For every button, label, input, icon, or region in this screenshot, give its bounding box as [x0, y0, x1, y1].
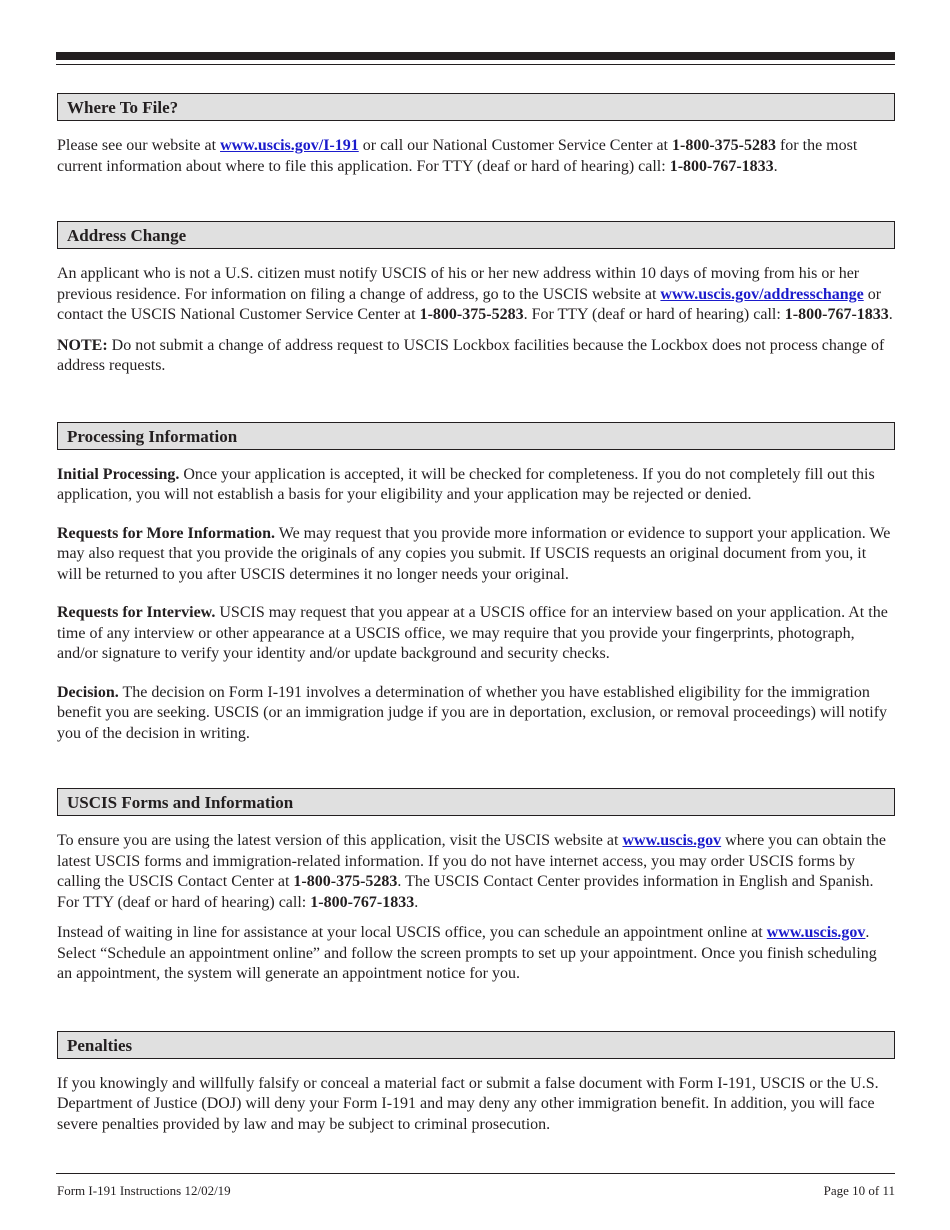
tty-number: 1-800-767-1833: [310, 893, 415, 911]
section-heading-address-change: Address Change: [57, 221, 895, 249]
processing-decision-paragraph: Decision. The decision on Form I-191 involves a determination of whether you have established eligibility for the immigration benefit you are seeking. USCIS (or an immigration judge if you are in deportation, exclusion, or removal proceedings) will notify you of the decision in writing.: [57, 683, 888, 742]
processing-more-info-paragraph: Requests for More Information. We may request that you provide more information or evidence to support your application. We may also request that you provide the originals of any copies you submit. If USCIS requests an original document from you, it will be returned to you after USCIS determines it no longer needs your original.: [57, 524, 891, 583]
address-change-link[interactable]: www.uscis.gov/addresschange: [660, 285, 864, 303]
tty-number: 1-800-767-1833: [784, 306, 889, 323]
address-change-paragraph: An applicant who is not a U.S. citizen must notify USCIS of his or her new address within 10 days of moving from his or her previous residence. For information on filing a change of address, go to the USCIS website at www.uscis.gov/addresschange or contact the USCIS National Customer Service Center at 1-800-375-5283. For TTY (deaf or hard of hearing) call: 1-800-767-1833.: [57, 265, 893, 323]
processing-initial-paragraph: Initial Processing. Once your application is accepted, it will be checked for completeness. If you do not completely fill out this application, you will not establish a basis for your eligibility and your application may be rejected or denied.: [57, 465, 875, 503]
section-heading-where-to-file: Where To File?: [57, 93, 895, 121]
phone-number: 1-800-375-5283: [293, 873, 398, 890]
penalties-paragraph: If you knowingly and willfully falsify or conceal a material fact or submit a false document with Form I-191, USCIS or the U.S. Department of Justice (DOJ) will deny your Form I-191 and may deny any other immigration benefit. In addition, you will face severe penalties provided by law and may be subject to criminal prosecution.: [57, 1074, 879, 1133]
page-footer: [57, 1183, 895, 1199]
uscis-website-link[interactable]: www.uscis.gov: [766, 924, 866, 941]
footer-form-id: Form I-191 Instructions 12/02/19: [57, 1183, 231, 1198]
address-change-note: NOTE: Do not submit a change of address request to USCIS Lockbox facilities because the Lockbox does not process change of address requests.: [57, 336, 885, 374]
top-thick-rule: [56, 52, 895, 60]
section-heading-processing-information: Processing Information: [57, 422, 895, 450]
section-heading-penalties: Penalties: [57, 1031, 895, 1059]
page-content: [57, 93, 895, 1135]
forms-info-paragraph-2: Instead of waiting in line for assistance at your local USCIS office, you can schedule an appointment online at www.uscis.gov. Select “Schedule an appointment online” and follow the screen prompts to set up your appointment. Once you finish scheduling an appointment, the system will generate an appointment notice for you.: [57, 924, 877, 982]
footer-page-number: Page 10 of 11: [823, 1183, 895, 1198]
where-to-file-paragraph: Please see our website at www.uscis.gov/I-191 or call our National Customer Service Center at 1-800-375-5283 for the most current information about where to file this application. For TTY (deaf or hard of hearing) call: 1-800-767-1833.: [57, 137, 858, 175]
section-heading-forms-information: USCIS Forms and Information: [57, 788, 895, 816]
phone-number: 1-800-375-5283: [671, 137, 776, 154]
uscis-i191-link[interactable]: www.uscis.gov/I-191: [220, 137, 359, 154]
footer-rule: [56, 1173, 895, 1174]
tty-number: 1-800-767-1833: [669, 157, 774, 175]
uscis-website-link[interactable]: www.uscis.gov: [622, 832, 722, 849]
forms-info-paragraph-1: To ensure you are using the latest version of this application, visit the USCIS website at www.uscis.gov where you can obtain the latest USCIS forms and immigration-related information. If you do not have internet access, you may order USCIS forms by calling the USCIS Contact Center at 1-800-375-5283. The USCIS Contact Center provides information in English and Spanish. For TTY (deaf or hard of hearing) call: 1-800-767-1833.: [57, 832, 886, 911]
processing-interview-paragraph: Requests for Interview. USCIS may request that you appear at a USCIS office for an interview based on your application. At the time of any interview or other appearance at a USCIS office, we may require that you provide your fingerprints, photograph, and/or signature to verify your identity and/or update background and security checks.: [57, 604, 888, 662]
phone-number: 1-800-375-5283: [419, 306, 524, 323]
top-thin-rule: [56, 64, 895, 65]
